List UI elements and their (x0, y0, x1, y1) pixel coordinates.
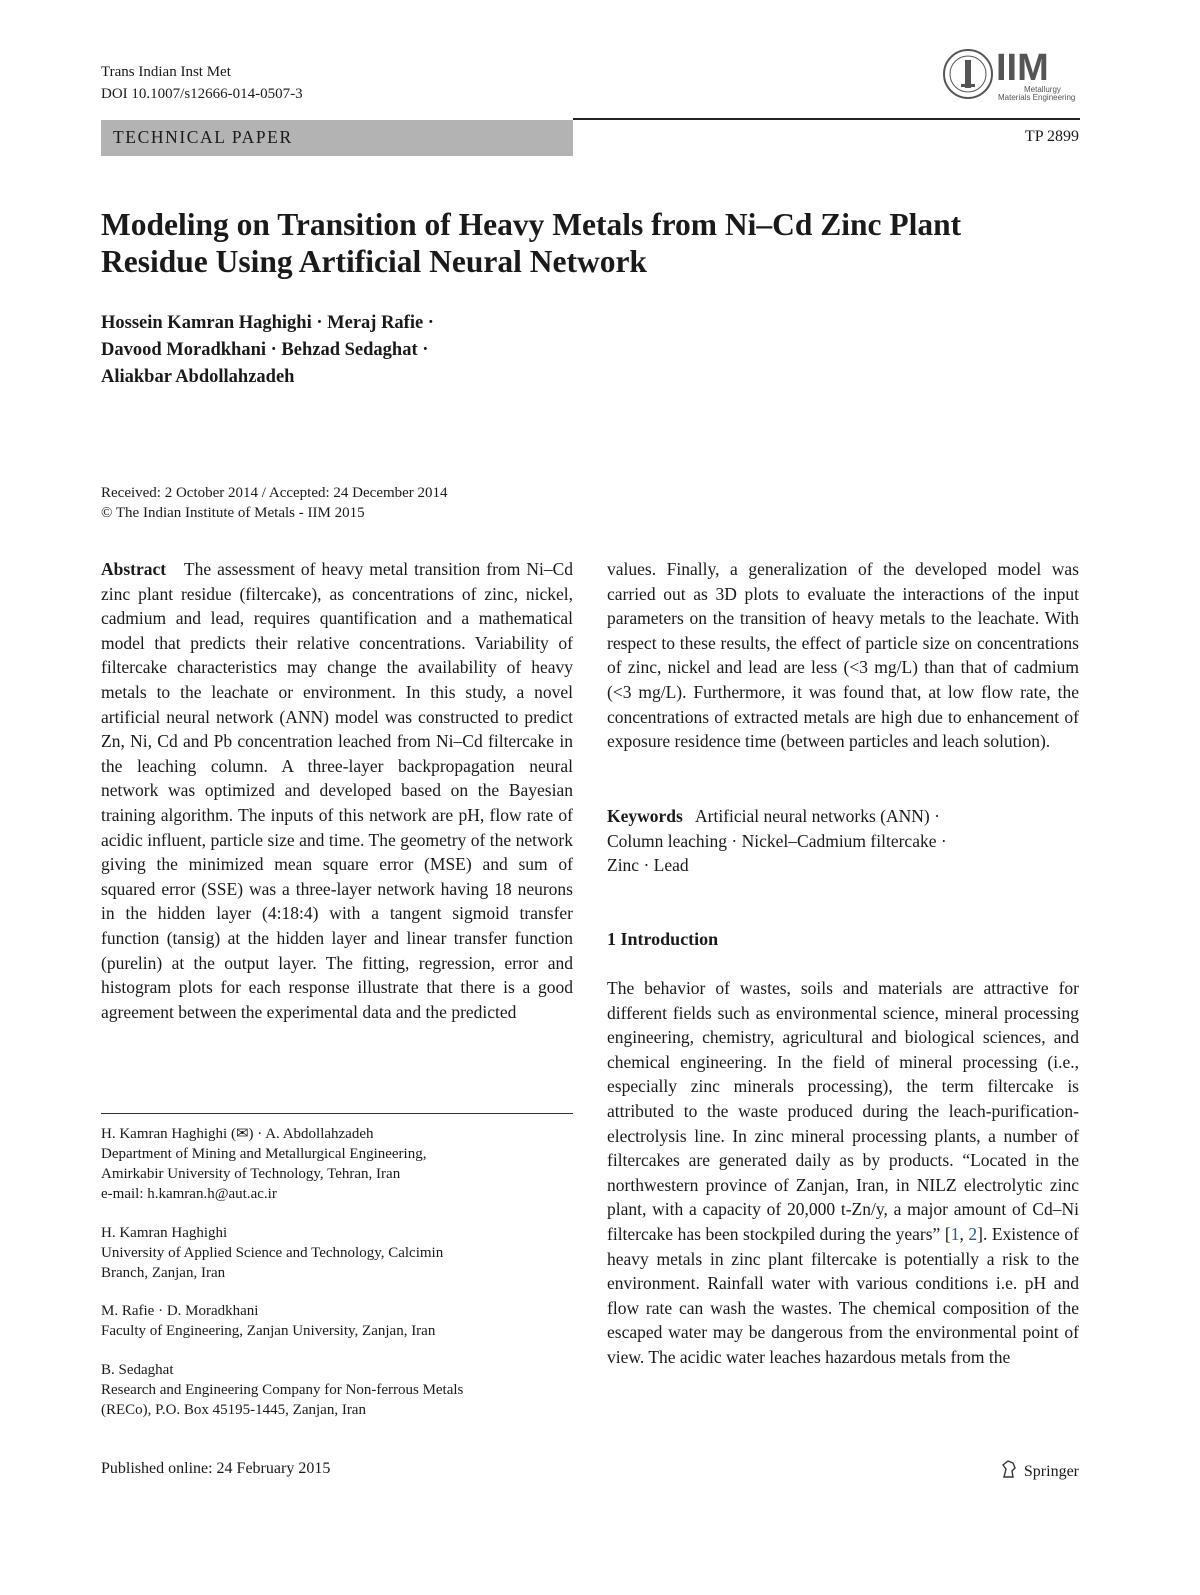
header-rule (573, 118, 1080, 120)
publisher-name: Springer (1023, 1462, 1079, 1480)
affiliation-line: B. Sedaghat (101, 1362, 174, 1378)
springer-horse-icon (1000, 1459, 1018, 1484)
affiliation-1 (101, 1124, 573, 1204)
affiliation-4 (101, 1360, 573, 1420)
published-date: Published online: 24 February 2015 (101, 1460, 331, 1477)
affiliation-line: University of Applied Science and Technology, Calcimin (101, 1245, 444, 1261)
citation-link[interactable]: 1 (950, 1223, 960, 1244)
title-line: Modeling on Transition of Heavy Metals from Ni–Cd Zinc Plant (101, 207, 962, 242)
affiliation-2 (101, 1223, 573, 1283)
citation-separator: , (959, 1223, 969, 1244)
keywords-line: Zinc · Lead (607, 855, 689, 876)
dates-block (101, 483, 448, 523)
author-list (101, 310, 701, 391)
introduction (607, 976, 1079, 1370)
intro-text: The behavior of wastes, soils and materials are attractive for different fields such as environmental science, mineral processing engineering, chemistry, agricultural and biological sciences, and chemical engineering. In the field of mineral processing (i.e., especially zinc minerals processing), the term filtercake is attributed to the waste produced during the leach-purification-electrolysis line. In zinc mineral processing plants, a number of filtercakes are generated daily as by products. “Located in the northwestern province of Zanjan, Iran, in NILZ electrolytic zinc plant, with a capacity of 20,000 t-Zn/y, a major amount of Cd–Ni filtercake has been stockpiled during the years” [ (607, 978, 1079, 1244)
intro-text: ]. Existence of heavy metals in zinc plant filtercake is potentially a risk to the environment. Rainfall water with various conditions i.e. pH and flow rate can wash the wastes. The chemical composition of the escaped water may be dangerous from the environmental point of view. The acidic water leaches hazardous metals from the (607, 1223, 1080, 1367)
affiliation-line: Faculty of Engineering, Zanjan University, Zanjan, Iran (101, 1323, 436, 1339)
affiliation-line: H. Kamran Haghighi (101, 1225, 228, 1241)
logo-text: IIM (996, 47, 1049, 89)
affiliation-line: Branch, Zanjan, Iran (101, 1265, 226, 1281)
author-line: Davood Moradkhani · Behzad Sedaghat · (101, 340, 429, 360)
logo-sub2: Materials Engineering (998, 93, 1076, 102)
section-label: TECHNICAL PAPER (113, 127, 293, 147)
affiliation-line: Department of Mining and Metallurgical Engineering, (101, 1146, 427, 1162)
abstract-text: The assessment of heavy metal transition from Ni–Cd zinc plant residue (filtercake), as concentrations of zinc, nickel, cadmium and lead, requires quantification and a mathematical model that predicts their relative concentrations. Variability of filtercake characteristics may change the availability of heavy metals to the leachate or environment. In this study, a novel artificial neural network (ANN) model was constructed to predict Zn, Ni, Cd and Pb concentration leached from Ni–Cd filtercake in the leaching column. A three-layer backpropagation neural network was optimized and developed based on the Bayesian training algorithm. The inputs of this network are pH, flow rate of acidic influent, particle size and time. The geometry of the network giving the minimized mean square error (MSE) and sum of squared error (SSE) was a three-layer network having 18 neurons in the hidden layer (4:18:4) with a tangent sigmoid transfer function (tansig) at the hidden layer and linear transfer function (purelin) at the output layer. The fitting, regression, error and histogram plots for each response illustrate that there is a good agreement between the experimental data and the predicted (101, 559, 573, 1022)
affiliation-line: (RECo), P.O. Box 45195-1445, Zanjan, Iran (101, 1402, 366, 1418)
publisher (1000, 1459, 1079, 1484)
affiliation-3 (101, 1301, 573, 1341)
keywords-heading: Keywords (607, 806, 683, 826)
keywords-line: Column leaching · Nickel–Cadmium filtercake · (607, 830, 947, 851)
author-line: Hossein Kamran Haghighi · Meraj Rafie · (101, 313, 434, 333)
affiliation-line: H. Kamran Haghighi (✉) · A. Abdollahzadeh (101, 1126, 374, 1142)
abstract-continued-text: values. Finally, a generalization of the developed model was carried out as 3D plots to evaluate the interactions of the input parameters on the transition of heavy metals to the leachate. With respect to these results, the effect of particle size on concentrations of zinc, nickel and lead are less (<3 mg/L) than that of cadmium (<3 mg/L). Furthermore, it was found that, at low flow rate, the concentrations of extracted metals are high due to enhancement of exposure residence time (between particles and leach solution). (607, 559, 1079, 752)
iim-logo (940, 44, 1080, 104)
logo-sub1: Metallurgy (1024, 85, 1061, 94)
abstract-continued (607, 557, 1079, 754)
affiliation-line: Research and Engineering Company for Non-ferrous Metals (101, 1382, 464, 1398)
abstract (101, 557, 573, 1024)
affiliation-line: Amirkabir University of Technology, Tehran, Iran (101, 1166, 401, 1182)
abstract-heading: Abstract (101, 559, 167, 579)
footnote-rule (101, 1113, 573, 1114)
section-bar (101, 120, 573, 156)
keywords-line: Artificial neural networks (ANN) · (695, 806, 940, 826)
paper-number: TP 2899 (1024, 128, 1079, 145)
journal-name: Trans Indian Inst Met (101, 64, 231, 80)
email-link[interactable]: e-mail: h.kamran.h@aut.ac.ir (101, 1186, 277, 1202)
author-line: Aliakbar Abdollahzadeh (101, 367, 295, 387)
citation-link[interactable]: 2 (968, 1223, 978, 1244)
paper-title (101, 206, 1081, 280)
title-line: Residue Using Artificial Neural Network (101, 244, 647, 279)
received-date: Received: 2 October 2014 / Accepted: 24 December 2014 (101, 485, 448, 501)
doi[interactable]: DOI 10.1007/s12666-014-0507-3 (101, 86, 303, 102)
affiliation-line: M. Rafie · D. Moradkhani (101, 1303, 259, 1319)
copyright: © The Indian Institute of Metals - IIM 2015 (101, 505, 365, 521)
keywords (607, 804, 1079, 878)
section-heading-introduction: 1 Introduction (607, 929, 719, 949)
